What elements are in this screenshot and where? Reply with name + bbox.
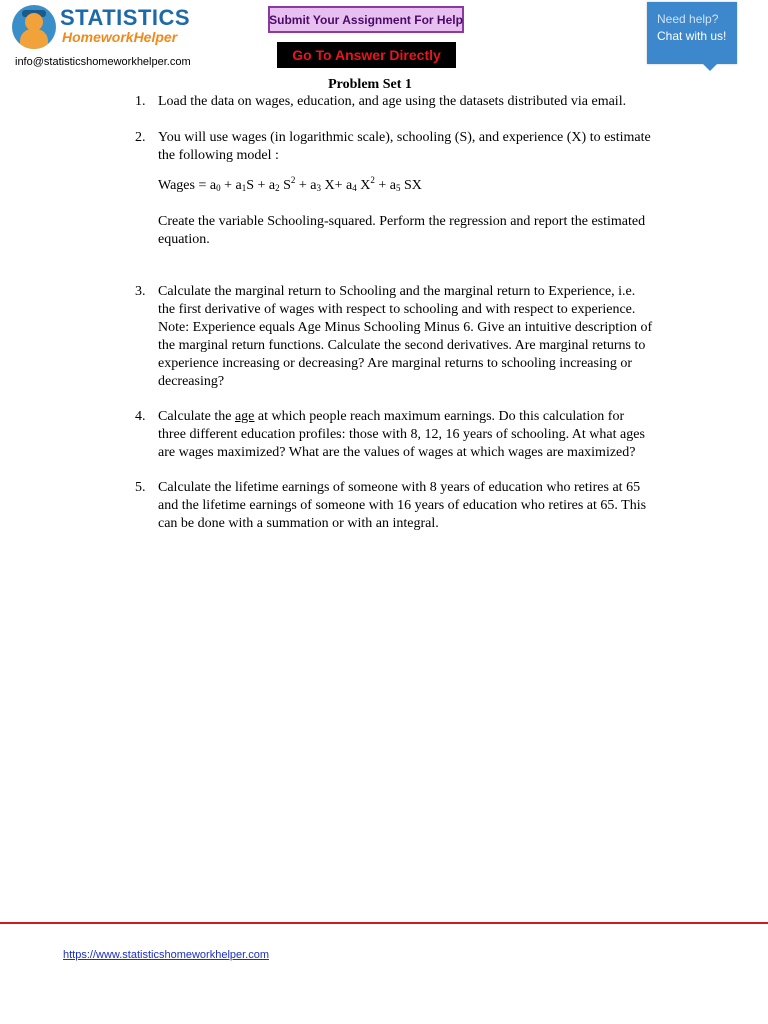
problem-item: [135, 408, 655, 462]
model-equation: Wages = $a_0 + a_1S + a_2$ $S^2 + a_3$ $X+ a_4$ $X^2 + a_5$ SX: [158, 175, 422, 193]
problem-text-underlined: age: [234, 409, 255, 424]
problem-text: Calculate the lifetime earnings of someone with 8 years of education who retires at 65 and the lifetime earnings of someone with 16 years of education who retires at 65. This can be done with a summation or with an integral.: [158, 480, 647, 531]
chat-line-1: Need help?: [657, 12, 719, 26]
problem-text: You will use wages (in logarithmic scale), schooling (S), and experience (X) to estimate the following model :: [158, 130, 651, 163]
problem-item: [135, 93, 655, 111]
problem-text-post: at which people reach maximum earnings. Do this calculation for three different education profiles: those with 8, 12, 16 years of schooling. At what ages are wages maximized? What are the values of wages at which wages are maximized?: [158, 409, 645, 460]
go-to-answer-button[interactable]: Go To Answer Directly: [277, 42, 456, 68]
problem-item: [135, 479, 655, 533]
problem-list: [135, 93, 655, 533]
footer-divider: [0, 922, 768, 924]
student-mascot-icon: [12, 5, 56, 49]
submit-assignment-button[interactable]: Submit Your Assignment For Help: [268, 6, 464, 33]
problem-text: Calculate the marginal return to Schooling and the marginal return to Experience, i.e. the first derivative of wages with respect to schooling and with respect to experience. Note: Experience equals Age Minus Schooling Minus 6. Give an intuitive description of the marginal return functions. Calculate the second derivatives. Are marginal returns to experience increasing or decreasing? Are marginal returns to schooling increasing or decreasing?: [158, 284, 653, 389]
problem-text-pre: Calculate the: [158, 409, 235, 424]
contact-email[interactable]: info@statisticshomeworkhelper.com: [15, 56, 191, 68]
problem-number: 2.: [135, 130, 146, 145]
problem-item: [135, 129, 655, 249]
page-title: Problem Set 1: [328, 77, 412, 92]
chat-line-2: Chat with us!: [657, 29, 727, 43]
logo-subtitle: HomeworkHelper: [62, 29, 178, 45]
problem-number: 1.: [135, 94, 146, 109]
problem-number: 5.: [135, 480, 146, 495]
chat-bubble-tail: [702, 63, 718, 71]
chat-widget[interactable]: [647, 2, 737, 64]
problem-text-continued: Create the variable Schooling-squared. Perform the regression and report the estimated equation.: [158, 214, 646, 247]
problem-item: [135, 283, 655, 391]
problem-number: 4.: [135, 409, 146, 424]
logo-title: STATISTICS: [60, 5, 191, 30]
problem-text: Load the data on wages, education, and age using the datasets distributed via email.: [158, 94, 627, 109]
problem-number: 3.: [135, 284, 146, 299]
site-logo[interactable]: [12, 5, 192, 49]
footer-website-link[interactable]: https://www.statisticshomeworkhelper.com: [63, 949, 270, 961]
